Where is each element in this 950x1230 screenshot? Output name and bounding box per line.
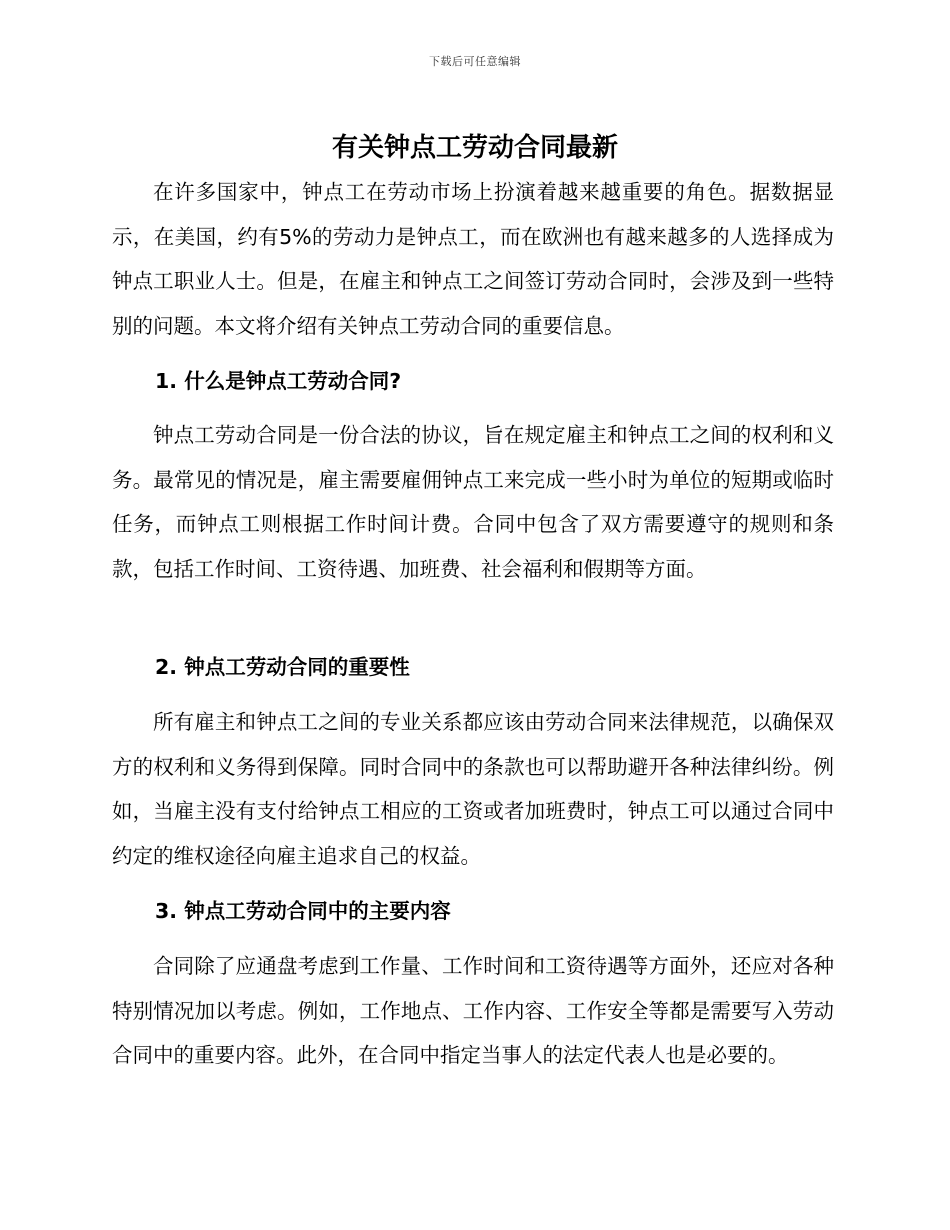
section-heading-1: 1. 什么是钟点工劳动合同? [155, 369, 402, 393]
document-title: 有关钟点工劳动合同最新 [331, 133, 618, 163]
section-body-1: 钟点工劳动合同是一份合法的协议，旨在规定雇主和钟点工之间的权利和义务。最常见的情况是，雇主需要雇佣钟点工来完成一些小时为单位的短期或临时任务，而钟点工则根据工作时间计费。合同中包含了双方需要遵守的规则和条款，包括工作时间、工资待遇、加班费、社会福利和假期等方面。 [112, 423, 834, 581]
intro-paragraph: 在许多国家中，钟点工在劳动市场上扮演着越来越重要的角色。据数据显示，在美国，约有5%的劳动力是钟点工，而在欧洲也有越来越多的人选择成为钟点工职业人士。但是，在雇主和钟点工之间签订劳动合同时，会涉及到一些特别的问题。本文将介绍有关钟点工劳动合同的重要信息。 [112, 180, 834, 338]
section-body-2: 所有雇主和钟点工之间的专业关系都应该由劳动合同来法律规范，以确保双方的权利和义务得到保障。同时合同中的条款也可以帮助避开各种法律纠纷。例如，当雇主没有支付给钟点工相应的工资或者加班费时，钟点工可以通过合同中约定的维权途径向雇主追求自己的权益。 [112, 710, 834, 868]
section-heading-2: 2. 钟点工劳动合同的重要性 [155, 655, 410, 679]
section-heading-3: 3. 钟点工劳动合同中的主要内容 [155, 899, 451, 923]
section-body-3: 合同除了应通盘考虑到工作量、工作时间和工资待遇等方面外，还应对各种特别情况加以考虑。例如，工作地点、工作内容、工作安全等都是需要写入劳动合同中的重要内容。此外，在合同中指定当事人的法定代表人也是必要的。 [112, 954, 834, 1067]
header-note: 下载后可任意编辑 [429, 55, 521, 68]
